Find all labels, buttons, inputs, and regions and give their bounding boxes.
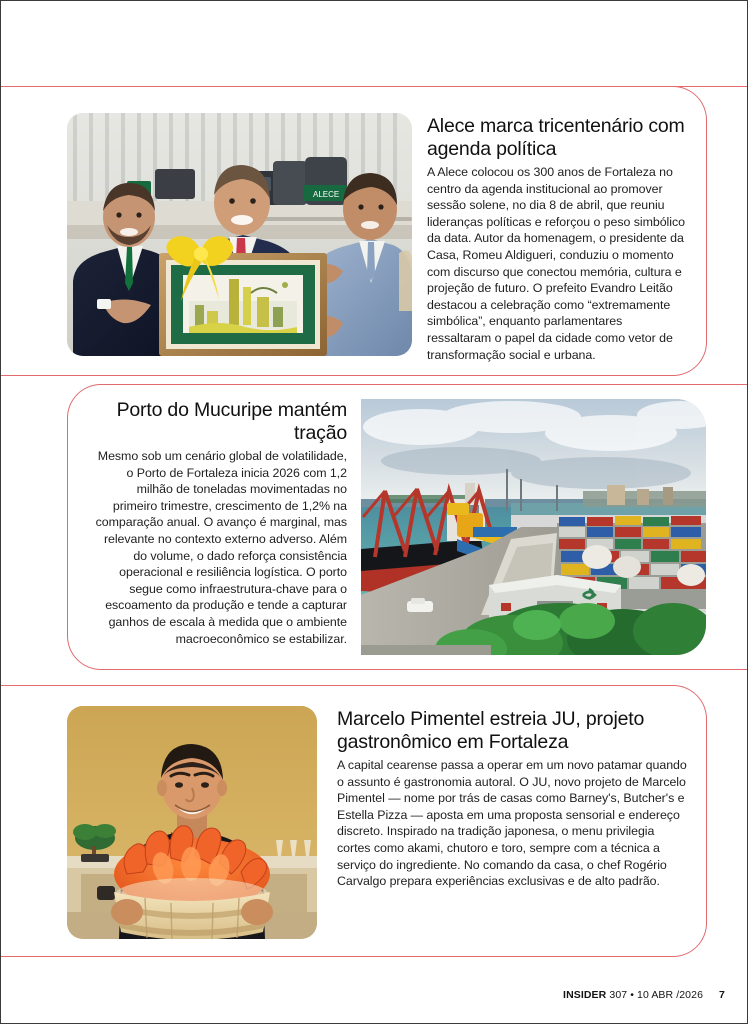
- body-alece: A Alece colocou os 300 anos de Fortaleza no centro da agenda institucional ao promover sessão solene, no dia 8 de abril, que reuniu lideranças políticas e reforçou o peso simbólico da data. Autor da homenagem, o presidente da Casa, Romeu Aldigueri, conduziu o momento com discurso que conectou memória, cultura e projeção de futuro. O prefeito Evandro Leitão destacou a celebração como “extremamente simbólica”, enquanto parlamentares ressaltaram o papel da cidade como vetor de transformação social e urbana.: [427, 165, 685, 362]
- footer-brand: INSIDER: [563, 989, 607, 1001]
- alece-ceremony-photo: [67, 113, 412, 356]
- body-porto: Mesmo sob um cenário global de volatilidade, o Porto de Fortaleza inicia 2026 com 1,2 milhão de toneladas movimentadas no primeiro trimestre, crescimento de 1,2% na comparação anual. O avanço é marginal, mas relevante no contexto externo adverso. Além do volume, o dado reforça consistência operacional e resiliência logística. O porto segue como infraestrutura-chave para o escoamento da produção e tende a capturar ganhos de escala à medida que o ambiente macroeconômico se estabilizar.: [95, 449, 347, 646]
- article-text-ju: [337, 708, 689, 890]
- article-text-porto: [89, 399, 347, 647]
- headline-alece: Alece marca tricentenário com agenda política: [427, 115, 685, 160]
- porto-mucuripe-photo: [361, 399, 706, 655]
- body-ju: A capital cearense passa a operar em um novo patamar quando o assunto é gastronomia autoral. O JU, novo projeto de Marcelo Pimentel — nome por trás de casas como Barney's, Butcher's e Estella Pizza — aposta em uma proposta sensorial e endereço discreto. Inspirado na tradição japonesa, o menu privilegia cortes como akami, chutoro e toro, sempre com a técnica a serviço do ingrediente. No comando da casa, o chef Rogério Carvalgo prepara experiências exclusivas e de alto padrão.: [337, 758, 687, 889]
- chef-seafood-photo: [67, 706, 317, 939]
- footer-page-number: 7: [719, 989, 725, 1001]
- headline-porto: Porto do Mucuripe mantém tração: [116, 399, 347, 444]
- page-footer: [563, 989, 725, 1001]
- headline-ju: Marcelo Pimentel estreia JU, projeto gastronômico em Fortaleza: [337, 708, 645, 753]
- footer-issue: 307 • 10 ABR /2026: [609, 989, 704, 1001]
- article-text-alece: [427, 115, 689, 363]
- svg-text:ALECE: ALECE: [313, 190, 340, 199]
